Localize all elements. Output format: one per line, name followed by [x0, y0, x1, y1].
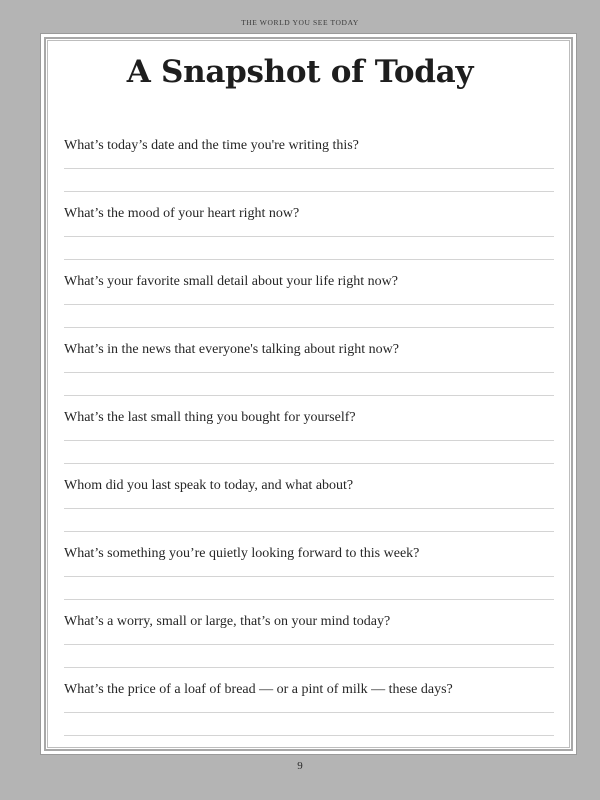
prompt-item	[64, 340, 554, 408]
answer-line[interactable]	[64, 236, 554, 237]
prompt-item	[64, 476, 554, 544]
running-header: THE WORLD YOU SEE TODAY	[241, 18, 359, 27]
prompt-item	[64, 136, 554, 204]
answer-line[interactable]	[64, 259, 554, 260]
answer-line[interactable]	[64, 508, 554, 509]
answer-line[interactable]	[64, 735, 554, 736]
answer-line[interactable]	[64, 440, 554, 441]
prompt-question: What’s in the news that everyone's talking about right now?	[64, 342, 399, 357]
prompt-question: What’s the price of a loaf of bread — or a pint of milk — these days?	[64, 682, 453, 697]
page-number: 9	[297, 760, 303, 772]
answer-line[interactable]	[64, 644, 554, 645]
answer-line[interactable]	[64, 712, 554, 713]
answer-line[interactable]	[64, 576, 554, 577]
prompt-question: What’s your favorite small detail about your life right now?	[64, 274, 398, 289]
answer-line[interactable]	[64, 304, 554, 305]
answer-line[interactable]	[64, 327, 554, 328]
answer-line[interactable]	[64, 191, 554, 192]
prompt-question: What’s a worry, small or large, that’s on your mind today?	[64, 614, 391, 629]
prompt-question: What’s today’s date and the time you're writing this?	[64, 138, 359, 153]
prompt-item	[64, 408, 554, 476]
answer-line[interactable]	[64, 599, 554, 600]
page-title: A Snapshot of Today	[126, 54, 474, 90]
prompt-item	[64, 204, 554, 272]
answer-line[interactable]	[64, 667, 554, 668]
prompt-item	[64, 544, 554, 612]
answer-line[interactable]	[64, 372, 554, 373]
prompt-item	[64, 272, 554, 340]
answer-line[interactable]	[64, 531, 554, 532]
prompt-question: What’s the last small thing you bought for yourself?	[64, 410, 356, 425]
prompt-list	[64, 136, 554, 748]
prompt-question: Whom did you last speak to today, and what about?	[64, 478, 354, 493]
prompt-question: What’s the mood of your heart right now?	[64, 206, 300, 221]
answer-line[interactable]	[64, 463, 554, 464]
prompt-item	[64, 680, 554, 748]
prompt-question: What’s something you’re quietly looking forward to this week?	[64, 546, 420, 561]
answer-line[interactable]	[64, 395, 554, 396]
answer-line[interactable]	[64, 168, 554, 169]
prompt-item	[64, 612, 554, 680]
